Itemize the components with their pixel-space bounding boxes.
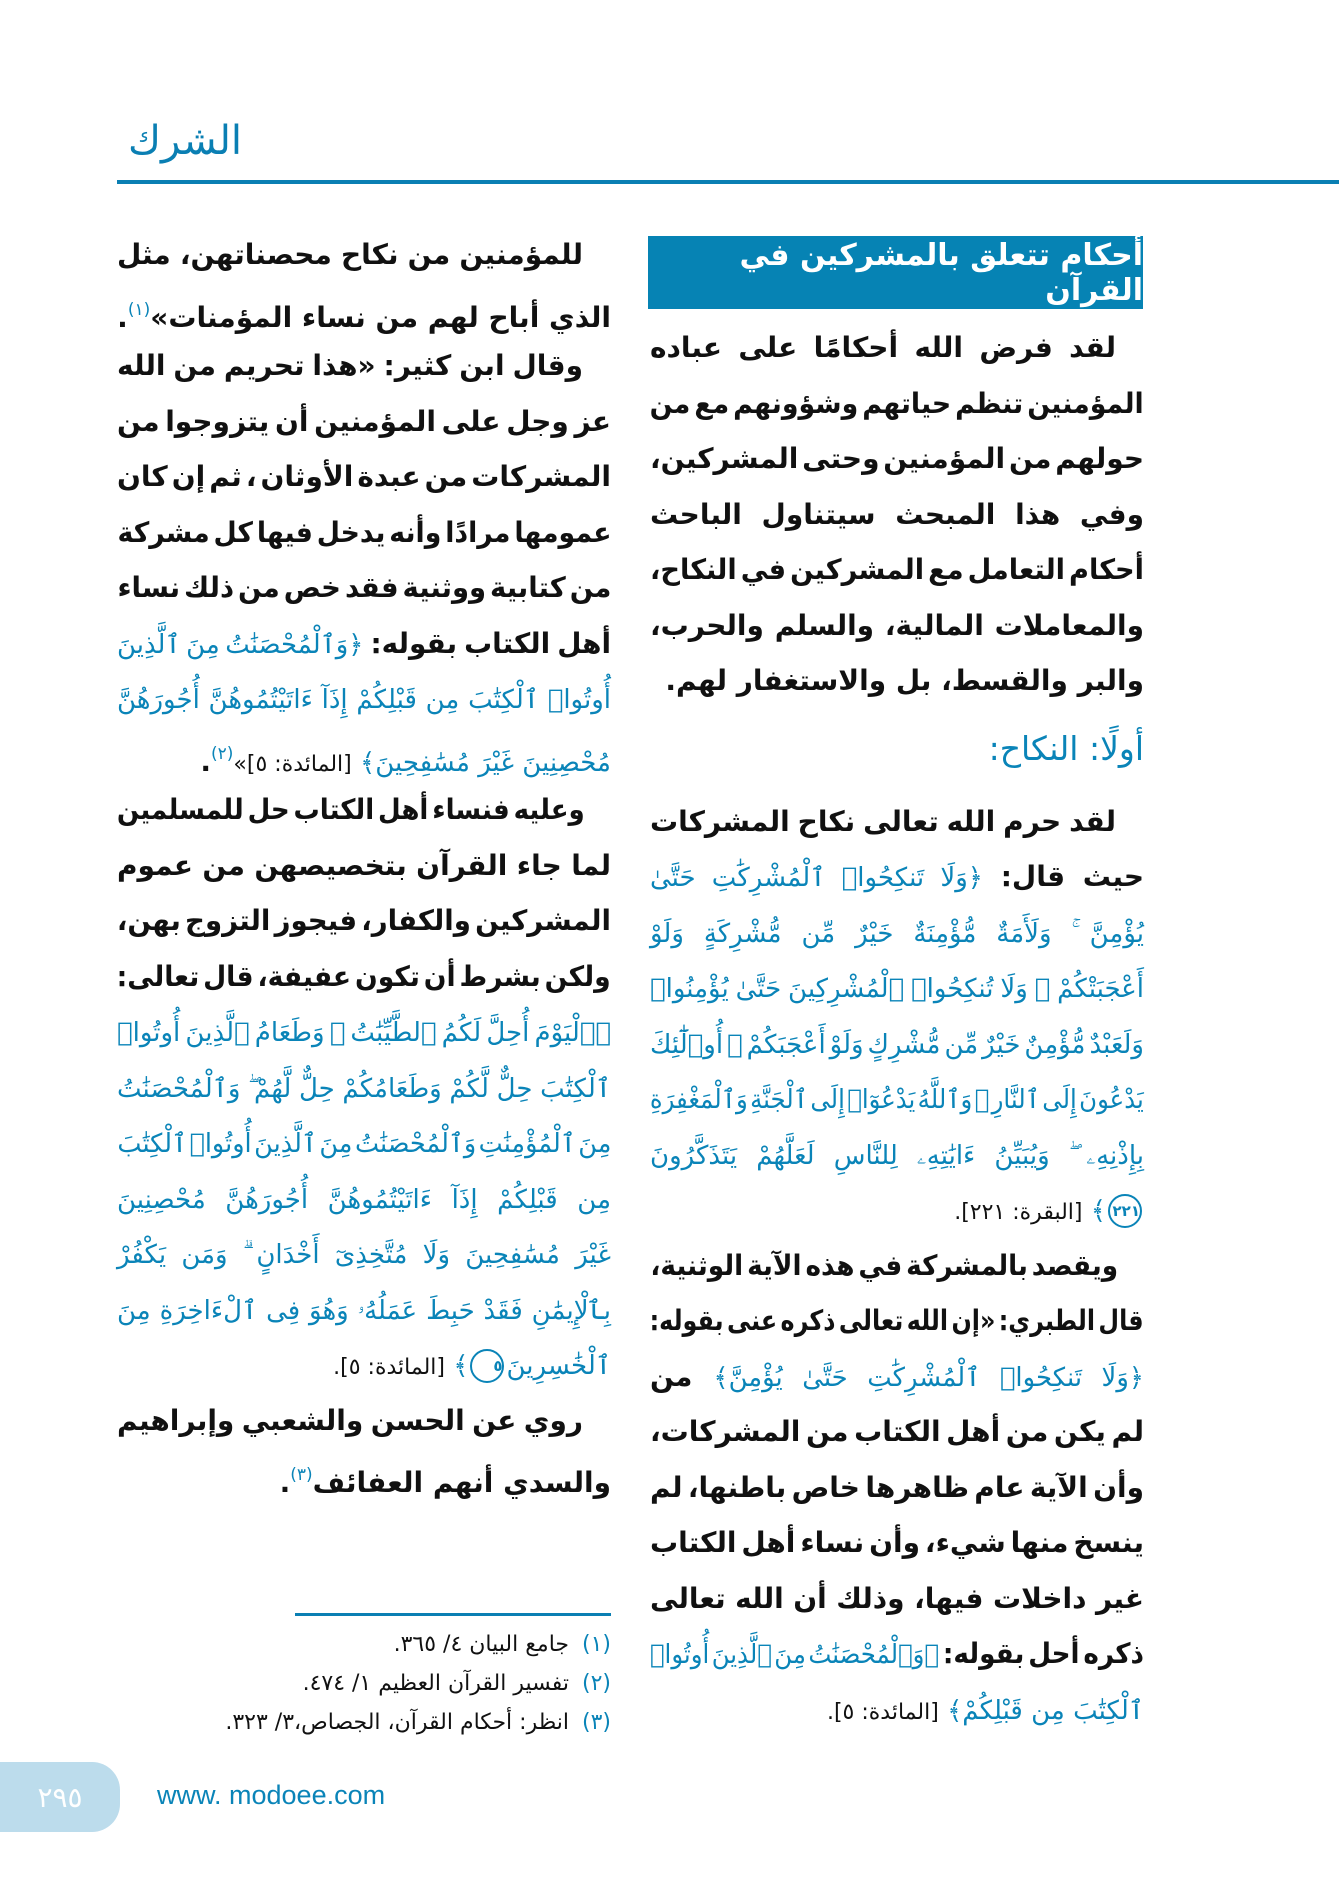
text-line bbox=[117, 838, 611, 894]
verse-number-marker: ٢٢١ bbox=[1108, 1194, 1142, 1228]
text-line bbox=[117, 283, 611, 339]
text-line bbox=[117, 338, 611, 394]
footnote-text: جامع البيان ٤/ ٣٦٥. bbox=[393, 1632, 569, 1657]
body-text: لما جاء القرآن بتخصيصهن من عموم bbox=[117, 848, 611, 882]
body-text: ولكن بشرط أن تكون عفيفة، قال تعالى: bbox=[116, 959, 611, 993]
paragraph bbox=[650, 1238, 1144, 1738]
body-text: ينسخ منها شيء، وأن نساء أهل الكتاب bbox=[650, 1526, 1144, 1559]
text-line bbox=[650, 1626, 1144, 1682]
text-line bbox=[117, 1115, 611, 1171]
text-line bbox=[650, 542, 1144, 598]
text-line bbox=[650, 431, 1144, 487]
body-text: للمؤمنين من نكاح محصناتهن، مثل bbox=[117, 238, 583, 271]
footnote-ref[interactable]: (١) bbox=[127, 299, 151, 320]
paragraph bbox=[117, 1393, 611, 1504]
body-text: من كتابية ووثنية فقد خص من ذلك نساء bbox=[117, 571, 611, 604]
quran-verse-text: ٱلْكِتَٰبَ مِن قَبْلِكُمْ﴾ bbox=[938, 1695, 1144, 1726]
text-line bbox=[650, 598, 1144, 654]
text-line bbox=[650, 376, 1144, 432]
text-line bbox=[117, 1171, 611, 1227]
verse-reference: [المائدة: ٥]. bbox=[826, 1699, 939, 1725]
body-text: المشركين والكفار، فيجوز التزوج بهن، bbox=[116, 904, 611, 937]
text-line bbox=[650, 1127, 1144, 1183]
quran-verse-text: أَعْجَبَتْكُمْ ۗ وَلَا تُنكِحُوا۟ ٱلْمُشْرِكِينَ حَتَّىٰ يُؤْمِنُوا۟ bbox=[650, 974, 1144, 1004]
body-text: عز وجل على المؤمنين أن يتزوجوا من bbox=[117, 404, 611, 438]
footnote-number: (٣) bbox=[581, 1710, 611, 1735]
quran-verse-text: يَدْعُونَ إِلَى ٱلنَّارِ ۖ وَٱللَّهُ يَدْعُوٓا۟ إِلَى ٱلْجَنَّةِ وَٱلْمَغْفِرَةِ bbox=[650, 1085, 1144, 1115]
paragraph bbox=[117, 782, 611, 1393]
paragraph bbox=[117, 227, 611, 338]
text-line bbox=[117, 727, 611, 783]
text-line bbox=[650, 487, 1144, 543]
text-line bbox=[117, 1448, 611, 1504]
body-text: الذي أباح لهم من نساء المؤمنات» bbox=[150, 300, 611, 334]
section-title-box bbox=[648, 236, 1143, 309]
text-line bbox=[650, 1016, 1144, 1072]
quran-verse-text: وَلَعَبْدٌ مُّؤْمِنٌ خَيْرٌ مِّن مُّشْرِكٍ وَلَوْ أَعْجَبَكُمْ ۗ أُو۟لَٰٓئِكَ bbox=[650, 1029, 1144, 1060]
text-line bbox=[650, 1571, 1144, 1627]
body-text: عمومها مرادًا وأنه يدخل فيها كل مشركة bbox=[116, 515, 611, 549]
text-line bbox=[650, 1515, 1144, 1571]
footnote-rule bbox=[295, 1613, 611, 1616]
body-text: من bbox=[650, 1359, 714, 1393]
body-text: غير داخلات فيها، وذلك أن الله تعالى bbox=[650, 1581, 1144, 1615]
body-text: . bbox=[117, 300, 128, 334]
text-line bbox=[650, 794, 1144, 850]
text-line bbox=[650, 1293, 1144, 1349]
footnote bbox=[117, 1625, 611, 1664]
text-line bbox=[117, 394, 611, 450]
text-line bbox=[650, 653, 1144, 709]
text-line bbox=[650, 1238, 1144, 1294]
footnote-ref[interactable]: (٢) bbox=[211, 743, 234, 764]
body-text: . bbox=[279, 1466, 291, 1499]
footnote bbox=[117, 1664, 611, 1703]
verse-reference: [البقرة: ٢٢١]. bbox=[954, 1200, 1083, 1225]
quran-verse-text: مِن قَبْلِكُمْ إِذَآ ءَاتَيْتُمُوهُنَّ أُجُورَهُنَّ مُحْصِنِينَ bbox=[117, 1184, 611, 1215]
quran-verse-text: ﴿وَٱلْمُحْصَنَٰتُ مِنَ ٱلَّذِينَ bbox=[117, 629, 364, 660]
body-text: والبر والقسط، بل والاستغفار لهم. bbox=[665, 664, 1144, 697]
quran-verse-text: ﴾ bbox=[444, 1351, 469, 1381]
body-text: لقد حرم الله تعالى نكاح المشركات bbox=[650, 804, 1116, 838]
quran-verse-text: مُحْصِنِينَ غَيْرَ مُسَٰفِحِينَ﴾ bbox=[351, 747, 611, 778]
quran-verse-text: أُوتُوا۟ ٱلْكِتَٰبَ مِن قَبْلِكُمْ إِذَآ ءَاتَيْتُمُوهُنَّ أُجُورَهُنَّ bbox=[117, 685, 611, 715]
text-line bbox=[650, 320, 1144, 376]
body-text: قال الطبري: «إن الله تعالى ذكره عنى بقوله: bbox=[649, 1304, 1144, 1337]
section-title: أحكام تتعلق بالمشركين في القرآن bbox=[739, 237, 1143, 308]
body-text: روي عن الحسن والشعبي وإبراهيم bbox=[117, 1403, 583, 1437]
text-line bbox=[650, 1460, 1144, 1516]
verse-reference: [المائدة: ٥]. bbox=[333, 1355, 445, 1380]
body-text: لقد فرض الله أحكامًا على عباده bbox=[650, 331, 1116, 364]
subsection-heading: أولًا: النكاح: bbox=[988, 728, 1144, 768]
footnote-text: تفسير القرآن العظيم ١/ ٤٧٤. bbox=[302, 1671, 569, 1696]
verse-number-marker: ٥ bbox=[470, 1349, 504, 1383]
paragraph bbox=[650, 794, 1144, 1238]
left-column bbox=[117, 227, 611, 1504]
footnote-text: انظر: أحكام القرآن، الجصاص،٣/ ٣٢٣. bbox=[225, 1710, 569, 1735]
text-line bbox=[117, 893, 611, 949]
website-url[interactable]: www. modoee.com bbox=[157, 1780, 386, 1810]
header-rule bbox=[117, 180, 1339, 184]
text-line bbox=[117, 616, 611, 672]
quran-verse-text: ﴿وَلَا تَنكِحُوا۟ ٱلْمُشْرِكَٰتِ حَتَّىٰ bbox=[650, 863, 983, 893]
text-line bbox=[117, 1226, 611, 1282]
text-line bbox=[650, 1404, 1144, 1460]
body-text: حولهم من المؤمنين وحتى المشركين، bbox=[650, 442, 1144, 475]
text-line bbox=[650, 849, 1144, 905]
quran-verse-text: ٱلْكِتَٰبَ حِلٌّ لَّكُمْ وَطَعَامُكُمْ حِلٌّ لَّهُمْ ۖ وَٱلْمُحْصَنَٰتُ bbox=[117, 1073, 611, 1104]
paragraph bbox=[650, 320, 1144, 709]
body-text: لم يكن من أهل الكتاب من المشركات، bbox=[650, 1415, 1144, 1448]
text-line bbox=[650, 1182, 1144, 1238]
body-text: المشركات من عبدة الأوثان ، ثم إن كان bbox=[117, 460, 611, 493]
body-text: وفي هذا المبحث سيتناول الباحث bbox=[650, 497, 1144, 531]
footnotes bbox=[117, 1625, 611, 1742]
text-line bbox=[117, 1337, 611, 1393]
text-line bbox=[117, 671, 611, 727]
text-line bbox=[117, 1393, 611, 1449]
body-text: والسدي أنهم العفائف bbox=[312, 1466, 611, 1499]
footnote bbox=[117, 1703, 611, 1742]
text-line bbox=[117, 449, 611, 505]
body-text: أهل الكتاب بقوله: bbox=[363, 626, 612, 660]
running-title: الشرك bbox=[128, 118, 243, 164]
body-text: أحكام التعامل مع المشركين في النكاح، bbox=[650, 553, 1144, 586]
page-number: ٢٩٥ bbox=[37, 1780, 83, 1814]
body-text: المؤمنين تنظم حياتهم وشؤونهم مع من bbox=[649, 386, 1144, 420]
quran-verse-text: ﴿ٱلْيَوْمَ أُحِلَّ لَكُمُ ٱلطَّيِّبَٰتُ ۖ وَطَعَامُ ٱلَّذِينَ أُوتُوا۟ bbox=[117, 1018, 611, 1048]
page-number-badge bbox=[0, 1762, 120, 1832]
body-text: ذكره أحل بقوله: bbox=[939, 1637, 1144, 1670]
text-line bbox=[117, 1282, 611, 1338]
text-line bbox=[650, 1071, 1144, 1127]
text-line bbox=[117, 782, 611, 838]
quran-verse-text: ٱلْخَٰسِرِينَ bbox=[506, 1351, 611, 1381]
quran-verse-text: ﴿وَلَا تَنكِحُوا۟ ٱلْمُشْرِكَٰتِ حَتَّىٰ يُؤْمِنَّ﴾ bbox=[713, 1362, 1144, 1393]
body-text: وعليه فنساء أهل الكتاب حل للمسلمين bbox=[116, 793, 585, 826]
text-line bbox=[117, 560, 611, 616]
text-line bbox=[117, 505, 611, 561]
text-line bbox=[117, 949, 611, 1005]
footnote-number: (٢) bbox=[581, 1671, 611, 1696]
quran-verse-text: ﴿وَٱلْمُحْصَنَٰتُ مِنَ ٱلَّذِينَ أُوتُوا۟ bbox=[649, 1640, 940, 1670]
right-column bbox=[650, 320, 1144, 1737]
verse-reference: [المائدة: ٥]» bbox=[233, 751, 352, 777]
text-line bbox=[650, 905, 1144, 961]
quran-verse-text: بِٱلْإِيمَٰنِ فَقَدْ حَبِطَ عَمَلُهُۥ وَهُوَ فِى ٱلْءَاخِرَةِ مِنَ bbox=[117, 1295, 611, 1326]
text-line bbox=[117, 1060, 611, 1116]
quran-verse-text: غَيْرَ مُسَٰفِحِينَ وَلَا مُتَّخِذِىٓ أَخْدَانٍ ۗ وَمَن يَكْفُرْ bbox=[117, 1240, 611, 1270]
body-text: وأن الآية عام ظاهرها خاص باطنها، لم bbox=[650, 1470, 1144, 1504]
body-text: حيث قال: bbox=[983, 860, 1144, 893]
text-line bbox=[117, 227, 611, 283]
paragraph bbox=[117, 338, 611, 782]
quran-verse-text: ﴾ bbox=[1082, 1196, 1106, 1226]
text-line bbox=[650, 1349, 1144, 1405]
quran-verse-text: يُؤْمِنَّ ۚ وَلَأَمَةٌ مُّؤْمِنَةٌ خَيْرٌ مِّن مُّشْرِكَةٍ وَلَوْ bbox=[650, 918, 1144, 949]
body-text: . bbox=[200, 744, 211, 778]
quran-verse-text: مِنَ ٱلْمُؤْمِنَٰتِ وَٱلْمُحْصَنَٰتُ مِنَ ٱلَّذِينَ أُوتُوا۟ ٱلْكِتَٰبَ bbox=[117, 1129, 611, 1159]
footnote-ref[interactable]: (٣) bbox=[290, 1465, 313, 1485]
quran-verse-text: بِإِذْنِهِۦ ۖ وَيُبَيِّنُ ءَايَٰتِهِۦ لِلنَّاسِ لَعَلَّهُمْ يَتَذَكَّرُونَ bbox=[650, 1140, 1144, 1171]
text-line bbox=[117, 1004, 611, 1060]
footnote-number: (١) bbox=[581, 1632, 611, 1657]
body-text: ويقصد بالمشركة في هذه الآية الوثنية، bbox=[649, 1248, 1118, 1282]
body-text: وقال ابن كثير: «هذا تحريم من الله bbox=[117, 349, 583, 382]
text-line bbox=[650, 1682, 1144, 1738]
body-text: والمعاملات المالية، والسلم والحرب، bbox=[650, 608, 1144, 642]
text-line bbox=[650, 960, 1144, 1016]
